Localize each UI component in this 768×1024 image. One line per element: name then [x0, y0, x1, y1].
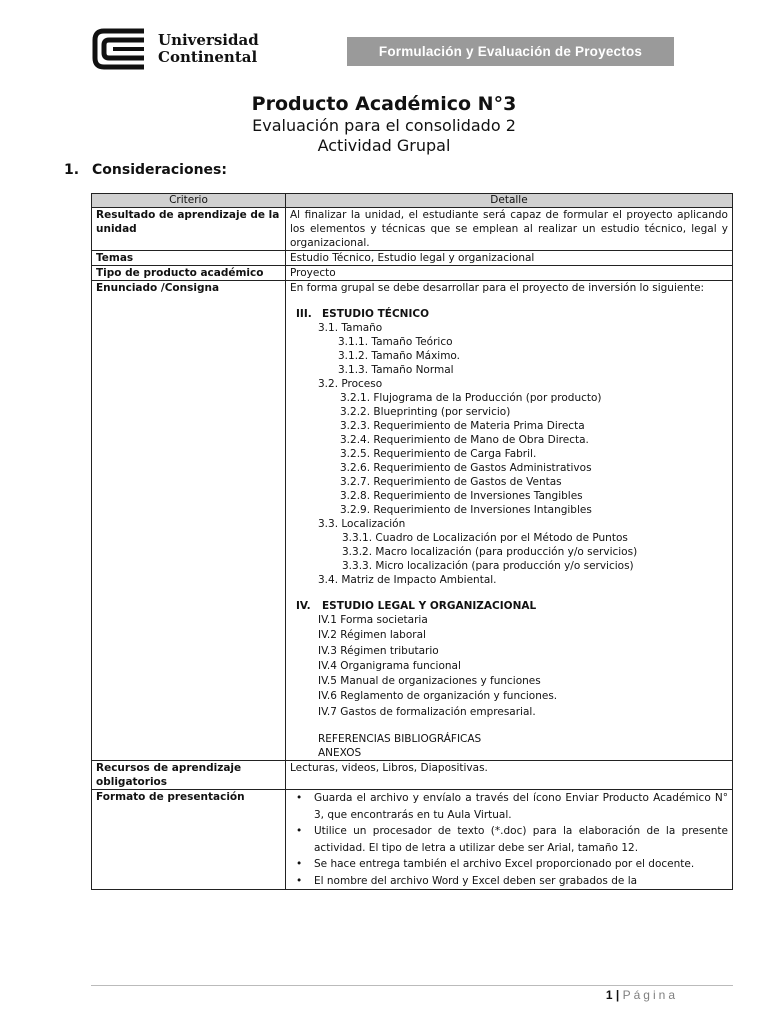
list-item: • Guarda el archivo y envíalo a través del ícono Enviar Producto Académico N° 3, que encontrarás en tu Aula Virtual. — [290, 790, 728, 823]
list-item: 3.1. Tamaño — [318, 322, 383, 334]
page-separator: | — [615, 988, 620, 1002]
spacer — [290, 720, 728, 732]
university-logo — [92, 26, 262, 72]
section-label: Consideraciones: — [92, 162, 227, 178]
course-banner: Formulación y Evaluación de Proyectos — [347, 37, 674, 66]
list-item: 3.3.1. Cuadro de Localización por el Método de Puntos — [342, 532, 628, 544]
table-row-tipo — [92, 266, 733, 281]
list-item: • El nombre del archivo Word y Excel deben ser grabados de la — [290, 873, 728, 890]
table-header-row — [92, 194, 733, 208]
list-item: 3.2.1. Flujograma de la Producción (por producto) — [340, 392, 602, 404]
value-tipo: Proyecto — [286, 266, 733, 281]
table-row-recursos — [92, 761, 733, 790]
list-item: 3.2.4. Requerimiento de Mano de Obra Directa. — [340, 434, 589, 446]
list-item: 3.3.2. Macro localización (para producción y/o servicios) — [342, 546, 638, 558]
page-number: 1 — [605, 988, 613, 1002]
table-row-enunciado — [92, 281, 733, 761]
document-subtitle-1: Evaluación para el consolidado 2 — [252, 116, 516, 135]
value-temas: Estudio Técnico, Estudio legal y organizacional — [286, 251, 733, 266]
list-item: IV.7 Gastos de formalización empresarial. — [318, 705, 536, 718]
section-iii-heading — [290, 307, 728, 321]
value-resultado: Al finalizar la unidad, el estudiante será capaz de formular el proyecto aplicando los elementos y técnicas que se emplean al realizar un estudio técnico, legal y organizacional. — [286, 208, 733, 251]
list-item: 3.2. Proceso — [318, 378, 383, 390]
section-iv-title: ESTUDIO LEGAL Y ORGANIZACIONAL — [322, 600, 537, 612]
enunciado-intro: En forma grupal se debe desarrollar para el proyecto de inversión lo siguiente: — [290, 282, 705, 294]
list-item: 3.3.3. Micro localización (para producción y/o servicios) — [342, 560, 634, 572]
label-formato: Formato de presentación — [92, 790, 286, 890]
list-item: 3.3. Localización — [318, 518, 406, 530]
list-item: IV.4 Organigrama funcional — [318, 659, 461, 672]
label-temas: Temas — [92, 251, 286, 266]
table-row-formato — [92, 790, 733, 890]
list-item: • Se hace entrega también el archivo Excel proporcionado por el docente. — [290, 856, 728, 873]
label-recursos: Recursos de aprendizaje obligatorios — [92, 761, 286, 790]
list-item: IV.5 Manual de organizaciones y funciones — [318, 675, 541, 688]
list-item: • Utilice un procesador de texto (*.doc) para la elaboración de la presente actividad. El tipo de letra a utilizar debe ser Arial, tamaño 12. — [290, 823, 728, 856]
list-item: 3.4. Matriz de Impacto Ambiental. — [318, 574, 497, 586]
section-heading — [64, 162, 227, 178]
label-resultado: Resultado de aprendizaje de la unidad — [92, 208, 286, 251]
format-bullet-list — [290, 790, 728, 889]
university-name — [158, 32, 259, 66]
list-item: IV.2 Régimen laboral — [318, 629, 426, 642]
references-heading: REFERENCIAS BIBLIOGRÁFICAS — [318, 733, 482, 746]
section-iii-number: III. — [296, 308, 312, 320]
list-item: IV.3 Régimen tributario — [318, 644, 439, 657]
list-item: 3.2.3. Requerimiento de Materia Prima Directa — [340, 420, 585, 432]
document-title: Producto Académico N°3 — [251, 93, 517, 115]
document-subtitle-2: Actividad Grupal — [317, 136, 451, 155]
list-item: 3.2.8. Requerimiento de Inversiones Tangibles — [340, 490, 583, 502]
list-item: 3.1.2. Tamaño Máximo. — [338, 350, 461, 362]
list-item: 3.2.5. Requerimiento de Carga Fabril. — [340, 448, 537, 460]
university-logo-icon — [92, 27, 150, 71]
section-number: 1. — [64, 162, 80, 178]
label-enunciado: Enunciado /Consigna — [92, 281, 286, 761]
header-criterio: Criterio — [92, 194, 286, 208]
page-label: Página — [622, 988, 678, 1002]
list-item: IV.1 Forma societaria — [318, 614, 428, 626]
table-row-resultado — [92, 208, 733, 251]
header-detalle: Detalle — [286, 194, 733, 208]
page-footer — [606, 988, 678, 1002]
annexes-heading: ANEXOS — [318, 747, 362, 760]
list-item: 3.1.3. Tamaño Normal — [338, 364, 454, 376]
logo-line-2: Continental — [158, 48, 258, 66]
section-iii-title: ESTUDIO TÉCNICO — [322, 308, 429, 320]
list-item: 3.2.6. Requerimiento de Gastos Administrativos — [340, 462, 592, 474]
value-formato — [286, 790, 733, 890]
section-iv-number: IV. — [296, 600, 311, 612]
considerations-table — [91, 193, 733, 890]
list-item: 3.2.7. Requerimiento de Gastos de Ventas — [340, 476, 562, 488]
label-tipo: Tipo de producto académico — [92, 266, 286, 281]
list-item: 3.1.1. Tamaño Teórico — [338, 336, 453, 348]
list-item: IV.6 Reglamento de organización y funciones. — [318, 690, 558, 703]
list-item: 3.2.9. Requerimiento de Inversiones Intangibles — [340, 504, 592, 516]
value-recursos: Lecturas, videos, Libros, Diapositivas. — [286, 761, 733, 790]
table-row-temas — [92, 251, 733, 266]
list-item: 3.2.2. Blueprinting (por servicio) — [340, 406, 511, 418]
logo-line-1: Universidad — [158, 31, 259, 49]
title-block — [0, 92, 768, 156]
section-iv-heading — [290, 599, 728, 613]
footer-divider — [91, 985, 733, 986]
value-enunciado — [286, 281, 733, 761]
